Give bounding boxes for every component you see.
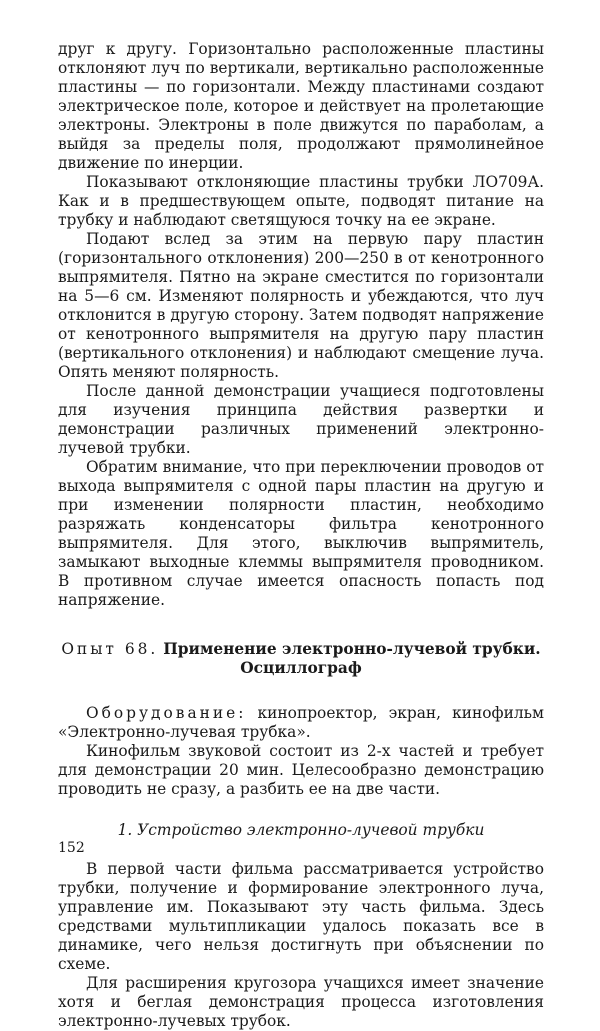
experiment-title-line1: Применение электронно-лучевой трубки. [163, 640, 541, 658]
equipment-text: кинопроектор, экран, кинофильм «Электронно-лучевая трубка». [58, 704, 544, 741]
paragraph-warning: Обратим внимание, что при переключении проводов от выхода выпрямителя с одной пары пластин на другую и при изменении полярности пластин, необходимо разряжать конденсаторы фильтра кенотронного выпрямителя. Для этого, выключив выпрямитель, замыкают выходные клеммы выпрямителя проводником. В противном случае имеется опасность попасть под напряжение. [58, 458, 544, 609]
body-text [58, 40, 544, 1031]
equipment-label: Оборудование: [86, 704, 247, 722]
paragraph-part1: В первой части фильма рассматривается устройство трубки, получение и формирование электронного луча, управление им. Показывают эту часть фильма. Здесь средствами мультипликации удалось показать все в динамике, чего нельзя достигнуть при объяснении по схеме. [58, 860, 544, 973]
film-note: Кинофильм звуковой состоит из 2-х частей и требует для демонстрации 20 мин. Целесообразно демонстрацию проводить не сразу, а разбить ее на две части. [58, 742, 544, 798]
experiment-heading [58, 640, 544, 678]
paragraph-prepared: После данной демонстрации учащиеся подготовлены для изучения принципа действия развертки и демонстрации различных применений электронно-лучевой трубки. [58, 382, 544, 457]
paragraph-voltage: Подают вслед за этим на первую пару пластин (горизонтального отклонения) 200—250 в от кенотронного выпрямителя. Пятно на экране сместится по горизонтали на 5—6 см. Изменяют полярность и убеждаются, что луч отклонится в другую сторону. Затем подводят напряжение от кенотронного выпрямителя на другую пару пластин (вертикального отклонения) и наблюдают смещение луча. Опять меняют полярность. [58, 230, 544, 381]
paragraph-outlook: Для расширения кругозора учащихся имеет значение хотя и беглая демонстрация процесса изготовления электронно-лучевых трубок. [58, 974, 544, 1030]
page-number: 152 [58, 840, 85, 856]
subsection-title: 1. Устройство электронно-лучевой трубки [117, 821, 485, 839]
paragraph-plates: Показывают отклоняющие пластины трубки ЛО709А. Как и в предшествующем опыте, подводят питание на трубку и наблюдают светящуюся точку на ее экране. [58, 173, 544, 229]
equipment-paragraph [58, 704, 544, 742]
experiment-title-line2: Осциллограф [240, 659, 362, 677]
paragraph-continuation: друг к другу. Горизонтально расположенные пластины отклоняют луч по вертикали, вертикально расположенные пластины — по горизонтали. Между пластинами создают электрическое поле, которое и действует на пролетающие электроны. Электроны в поле движутся по параболам, а выйдя за пределы поля, продолжают прямолинейное движение по инерции. [58, 40, 544, 172]
experiment-number: Опыт 68. [61, 640, 159, 658]
